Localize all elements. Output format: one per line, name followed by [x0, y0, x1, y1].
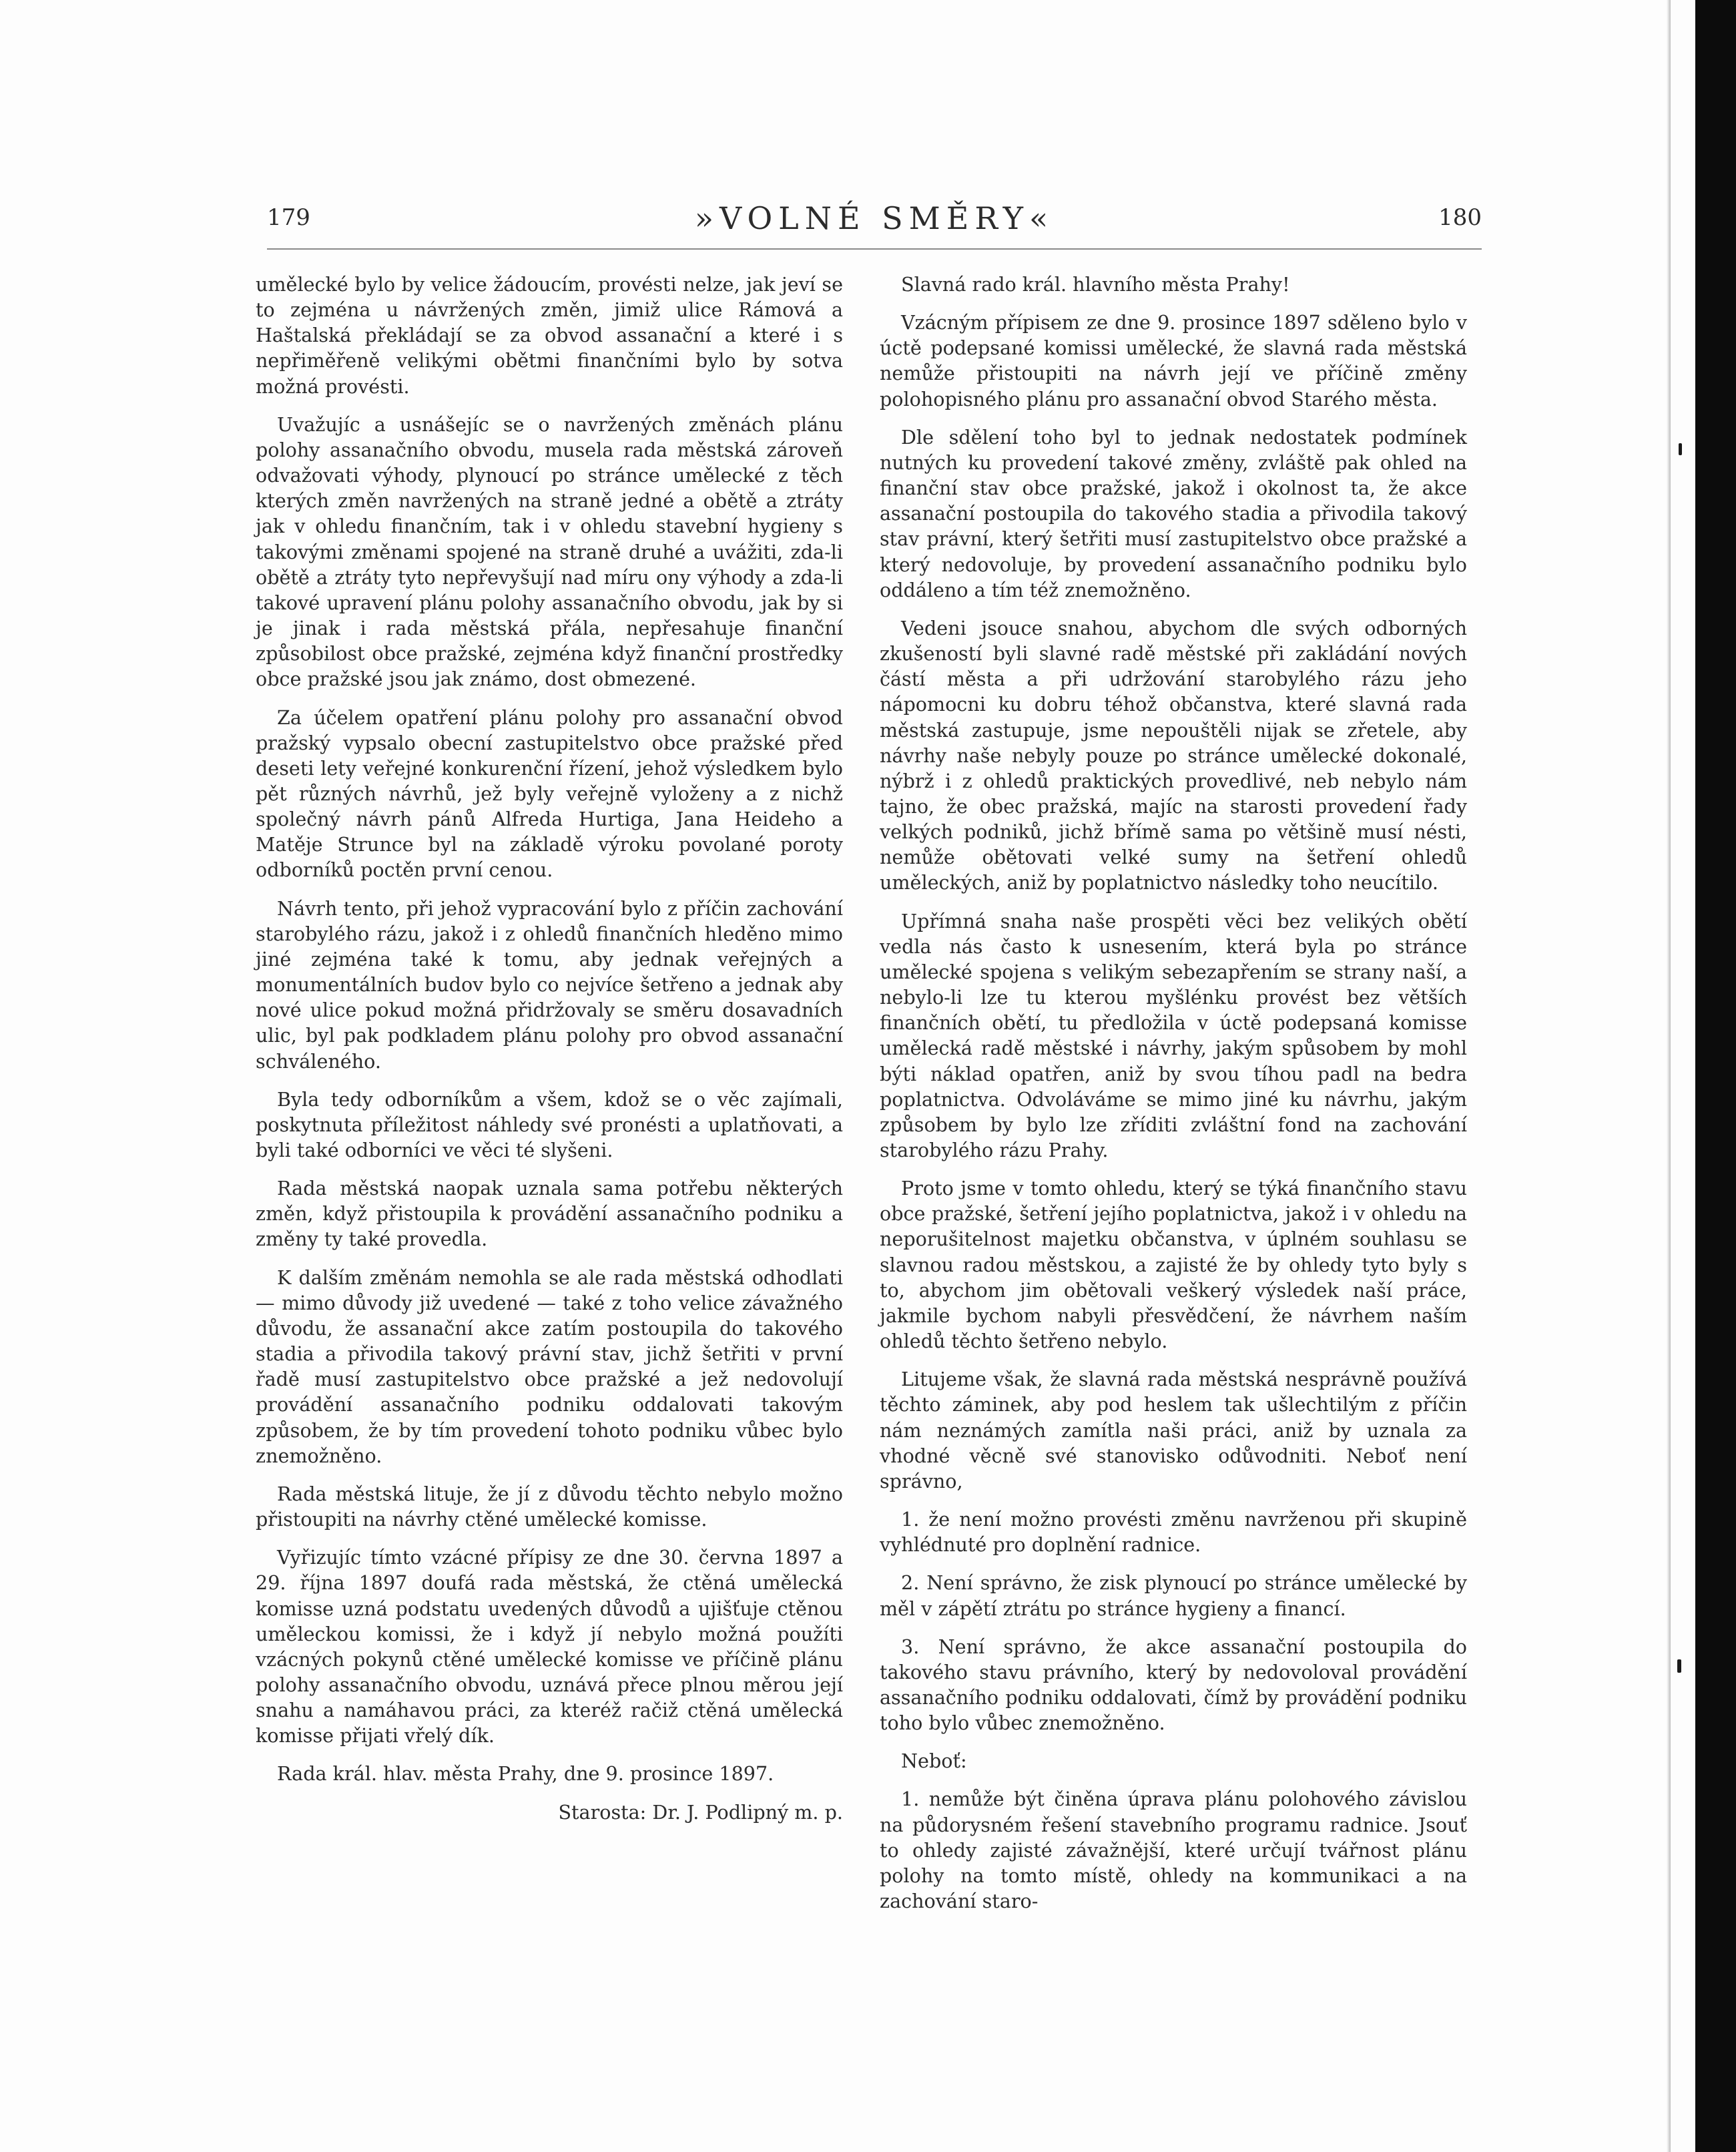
header-rule [267, 248, 1482, 250]
scan-speck [1677, 1659, 1681, 1673]
paragraph: Vedeni jsouce snahou, abychom dle svých odborných zkušeností byli slavné radě městské při zakládání nových částí města a při udržování starobylého rázu jeho nápomocni ku dobru téhož občanstva, které slavná rada městská zastupuje, jsme nepouštěli nijak se zřetele, aby návrhy naše nebyly pouze po stránce umělecké dokonalé, nýbrž i z ohledů praktických provedlivé, neb nebylo nám tajno, že obec pražská, majíc na starosti provedení řady velkých podniků, jichž břímě sama po většině musí nésti, nemůže obětovati velké sumy na šetření ohledů uměleckých, aniž by poplatnictvo následky toho neucítilo. [880, 616, 1467, 894]
left-column [256, 272, 843, 1838]
paragraph: Rada městská lituje, že jí z důvodu těchto nebylo možno přistoupiti na návrhy ctěné umělecké komisse. [256, 1482, 843, 1531]
paragraph: Litujeme však, že slavná rada městská nesprávně používá těchto záminek, aby pod heslem tak ušlechtilým z příčin nám neznámých zamítla naši práci, aniž by uznala za vhodné věcně své stanovisko odůvodniti. Neboť není správno, [880, 1368, 1467, 1493]
signature-line: Starosta: Dr. J. Podlipný m. p. [558, 1800, 843, 1824]
list-item: 2. Není správno, že zisk plynoucí po stránce umělecké by měl v zápětí ztrátu po stránce hygieny a financí. [880, 1571, 1467, 1620]
running-header [267, 200, 1482, 240]
paragraph: Vzácným přípisem ze dne 9. prosince 1897 sděleno bylo v úctě podepsané komissi umělecké, že slavná rada městská nemůže přistoupiti na návrh její ve příčině změny polohopisného plánu pro assanační obvod Starého města. [880, 311, 1467, 411]
list-item: 1. nemůže být činěna úprava plánu polohového závislou na půdorysném řešení stavebního programu radnice. Jsouť to ohledy zajisté závažnější, které určují tvářnost plánu polohy na tomto místě, ohledy na kommunikaci a na zachování staro- [880, 1788, 1467, 1913]
paragraph: Neboť: [901, 1750, 967, 1773]
scan-edge-strip [1695, 0, 1736, 2152]
paragraph: Návrh tento, při jehož vypracování bylo z příčin zachování starobylého rázu, jakož i z ohledů finančních hleděno mimo jiné zejména také k tomu, aby jednak veřejných a monumentálních budov bylo co nejvíce šetřeno a jednak aby nové ulice pokud možná přidržovaly se směru dosavadních ulic, byl pak podkladem plánu polohy pro obvod assanační schváleného. [256, 896, 843, 1073]
paragraph: Dle sdělení toho byl to jednak nedostatek podmínek nutných ku provedení takové změny, zvláště pak ohled na finanční stav obce pražské, jakož i okolnost ta, že akce assanační postoupila do takového stadia a přivodila takový stav právní, který šetřiti musí zastupitelstvo obce pražské a který nedovoluje, by provedení assanačního podniku bylo oddáleno a tím též znemožněno. [880, 425, 1467, 601]
journal-title: »VOLNÉ SMĚRY« [694, 200, 1055, 236]
paragraph: Upřímná snaha naše prospěti věci bez velikých obětí vedla nás často k usnesením, která byla po stránce umělecké spojena s velikým sebezapřením se strany naší, a nebylo-li lze tu kterou myšlénku provést bez větších finančních obětí, tu předložila v úctě podepsaná komisse umělecká radě městské i návrhy, jakým spůsobem by mohl býti náklad opatřen, aniž by svou tíhou padl na bedra poplatnictva. Odvoláváme se mimo jiné ku návrhu, jakým způsobem by bylo lze zříditi zvláštní fond na zachování starobylého rázu Prahy. [880, 909, 1467, 1161]
list-item: 3. Není správno, že akce assanační postoupila do takového stavu právního, který by nedovoloval provádění assanačního podniku oddalovati, čímž by provádění podniku toho bylo vůbec znemožněno. [880, 1635, 1467, 1735]
right-page-number: 180 [1438, 204, 1482, 231]
paragraph: Byla tedy odborníkům a všem, kdož se o věc zajímali, poskytnuta příležitost náhledy své pronésti a uplatňovati, a byli také odborníci ve věci té slyšeni. [256, 1087, 843, 1161]
paragraph: Za účelem opatření plánu polohy pro assanační obvod pražský vypsalo obecní zastupitelstvo obce pražské před deseti lety veřejné konkurenční řízení, jehož výsledkem bylo pět různých návrhů, jež byly veřejně vyloženy a z nichž společný návrh pánů Alfreda Hurtiga, Jana Heideho a Matěje Strunce byl na základě výroku povolané poroty odborníků poctěn první cenou. [256, 706, 843, 882]
salutation: Slavná rado král. hlavního města Prahy! [901, 273, 1290, 296]
list-item: 1. že není možno provésti změnu navrženou při skupině vyhlédnuté pro doplnění radnice. [880, 1508, 1467, 1557]
paragraph: Rada městská naopak uznala sama potřebu některých změn, když přistoupila k provádění assanačního podniku a změny ty také provedla. [256, 1177, 843, 1251]
paragraph: K dalším změnám nemohla se ale rada městská odhodlati — mimo důvody již uvedené — také z toho velice závažného důvodu, že assanační akce zatím postoupila do takového stadia a přivodila takový právní stav, jichž šetřiti v první řadě musí zastupitelstvo obce pražské a jež nedovolují provádění assanačního podniku oddalovati takovým způsobem, že by tím provedení tohoto podniku vůbec bylo znemožněno. [256, 1266, 843, 1467]
dateline: Rada král. hlav. města Prahy, dne 9. prosince 1897. [277, 1762, 774, 1786]
right-column [880, 272, 1467, 1926]
paragraph: Uvažujíc a usnášejíc se o navržených změnách plánu polohy assanačního obvodu, musela rada městská zároveň odvažovati výhody, plynoucí po stránce umělecké z těch kterých změn navržených na straně jedné a obětě a ztráty jak v ohledu finančním, tak i v ohledu stavební hygieny s takovými změnami spojené na straně druhé a uvážiti, zda-li obětě a ztráty tyto nepřevyšují nad míru ony výhody a zda-li takové upravení plánu polohy assanačního obvodu, jak by si je jinak i rada městská přála, nepřesahuje finanční způsobilost obce pražské, zejména když finanční prostředky obce pražské jsou jak známo, dost obmezené. [256, 413, 843, 691]
left-page-number: 179 [267, 204, 310, 231]
page-fold-shadow [1667, 0, 1671, 2152]
scan-speck [1679, 443, 1682, 455]
paragraph: umělecké bylo by velice žádoucím, provésti nelze, jak jeví se to zejména u návržených změn, jimiž ulice Rámová a Haštalská překládají se za obvod assanační a které i s nepřiměřeně velikými obětmi finančními bylo by sotva možná provésti. [256, 273, 843, 398]
paragraph: Vyřizujíc tímto vzácné přípisy ze dne 30. června 1897 a 29. října 1897 doufá rada městská, že ctěná umělecká komisse uzná podstatu uvedených důvodů a ujišťuje ctěnou uměleckou komissi, že i když jí nebylo možná použíti vzácných pokynů ctěné umělecké komisse ve příčině plánu polohy assanačního obvodu, uznává přece plnou měrou její snahu a namáhavou práci, za kteréž račiž ctěná umělecká komisse přijati vřelý dík. [256, 1546, 843, 1747]
paragraph: Proto jsme v tomto ohledu, který se týká finančního stavu obce pražské, šetření jejího poplatnictva, jakož i v ohledu na neporušitelnost majetku občanstva, v úplném souhlasu se slavnou radou městskou, a zajisté že by ohledy tyto byly s to, abychom jim obětovali veškerý výsledek naší práce, jakmile bychom nabyli přesvědčení, že návrhem naším ohledů těchto šetřeno nebylo. [880, 1177, 1467, 1353]
